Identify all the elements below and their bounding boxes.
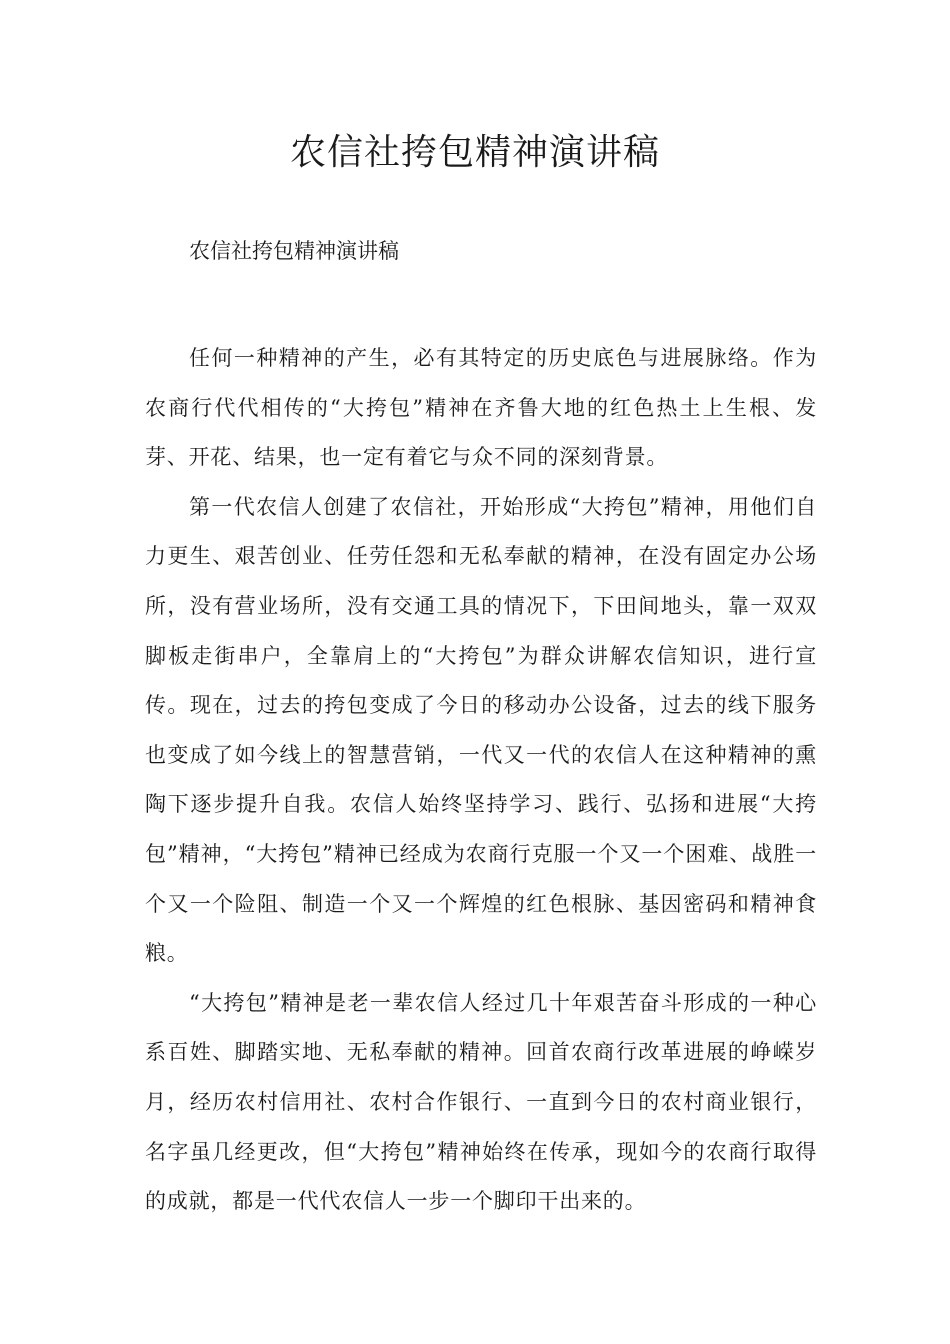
document-subtitle: 农信社挎包精神演讲稿 [189,239,399,263]
document-body [145,334,817,1227]
paragraph-1: 任何一种精神的产生，必有其特定的历史底色与进展脉络。作为农商行代代相传的“大挎包”精神在齐鲁大地的红色热土上生根、发芽、开花、结果，也一定有着它与众不同的深刻背景。 [145,346,817,470]
paragraph-3: “大挎包”精神是老一辈农信人经过几十年艰苦奋斗形成的一种心系百姓、脚踏实地、无私奉献的精神。回首农商行改革进展的峥嵘岁月，经历农村信用社、农村合作银行、一直到今日的农村商业银行，名字虽几经更改，但“大挎包”精神始终在传承，现如今的农商行取得的成就，都是一代代农信人一步一个脚印干出来的。 [145,990,817,1214]
document-title: 农信社挎包精神演讲稿 [289,132,660,173]
paragraph-2: 第一代农信人创建了农信社，开始形成“大挎包”精神，用他们自力更生、艰苦创业、任劳任怨和无私奉献的精神，在没有固定办公场所，没有营业场所，没有交通工具的情况下，下田间地头，靠一双双脚板走街串户，全靠肩上的“大挎包”为群众讲解农信知识，进行宣传。现在，过去的挎包变成了今日的移动办公设备，过去的线下服务也变成了如今线上的智慧营销，一代又一代的农信人在这种精神的熏陶下逐步提升自我。农信人始终坚持学习、践行、弘扬和进展“大挎包”精神，“大挎包”精神已经成为农商行克服一个又一个困难、战胜一个又一个险阻、制造一个又一个辉煌的红色根脉、基因密码和精神食粮。 [145,494,817,966]
